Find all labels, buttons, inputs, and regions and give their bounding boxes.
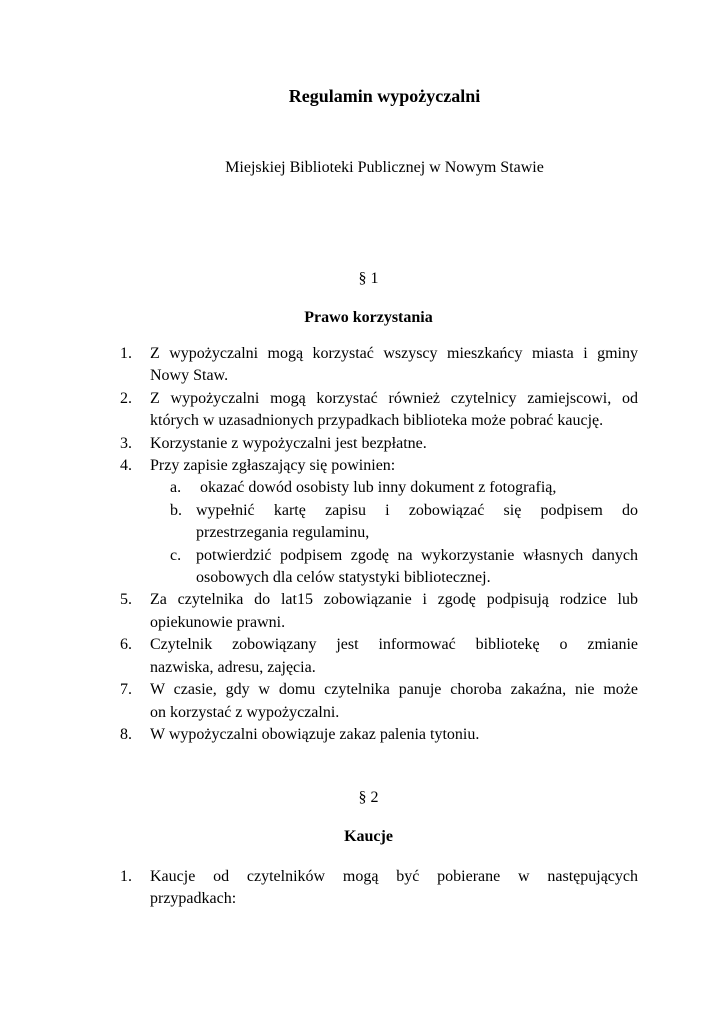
list-item-line: Z wypożyczalni mogą korzystać również czytelnicy zamiejscowi, od <box>150 389 638 407</box>
sub-list-item-letter: a. <box>170 479 182 497</box>
list-item-number: 3. <box>120 434 132 452</box>
list-item-line: Nowy Staw. <box>150 367 229 385</box>
list-item-line: których w uzasadnionych przypadkach biblioteka może pobrać kaucję. <box>150 412 604 430</box>
document-title: Regulamin wypożyczalni <box>288 86 481 106</box>
section-1-title: Prawo korzystania <box>304 309 433 326</box>
list-item <box>120 866 638 911</box>
list-item-line: Przy zapisie zgłaszający się powinien: <box>150 457 396 475</box>
list-item-line: Za czytelnika do lat15 zobowiązanie i zgodę podpisują rodzice lub <box>150 591 638 609</box>
list-item-number: 5. <box>120 591 132 609</box>
list-item <box>120 433 638 455</box>
list-item <box>120 343 638 388</box>
list-item-line: Z wypożyczalni mogą korzystać wszyscy mieszkańcy miasta i gminy <box>150 345 638 362</box>
list-item <box>120 589 638 634</box>
list-item-number: 6. <box>120 636 132 654</box>
list-item-number: 7. <box>120 681 132 699</box>
list-item-line: W czasie, gdy w domu czytelnika panuje choroba zakaźna, nie może <box>150 681 638 699</box>
list-item-line: Korzystanie z wypożyczalni jest bezpłatne. <box>150 434 427 452</box>
sub-list-item <box>150 500 638 545</box>
sub-list-item-line: potwierdzić podpisem zgodę na wykorzystanie własnych danych <box>196 546 638 564</box>
sub-list-item-line: wypełnić kartę zapisu i zobowiązać się podpisem do <box>196 501 638 519</box>
list-item <box>120 455 638 589</box>
list-item-line: przypadkach: <box>150 890 237 908</box>
list-item-line: opiekunowie prawni. <box>150 613 286 631</box>
list-item-number: 2. <box>120 389 132 407</box>
document-subtitle: Miejskiej Biblioteki Publicznej w Nowym Stawie <box>225 159 544 176</box>
sub-list <box>150 477 638 589</box>
sub-list-item-line: okazać dowód osobisty lub inny dokument z fotografią, <box>196 479 557 497</box>
list-item-number: 1. <box>120 345 132 362</box>
list-item-number: 4. <box>120 457 132 475</box>
section-2-title: Kaucje <box>344 828 393 845</box>
sub-list-item-line: osobowych dla celów statystyki bibliotecznej. <box>196 569 491 587</box>
list-item-line: Kaucje od czytelników mogą być pobierane w następujących <box>150 868 638 885</box>
list-item-line: W wypożyczalni obowiązuje zakaz palenia tytoniu. <box>150 725 480 743</box>
list-item-line: Czytelnik zobowiązany jest informować bibliotekę o zmianie <box>150 636 638 654</box>
list-item-number: 1. <box>120 868 132 885</box>
list-item <box>120 679 638 724</box>
sub-list-item-letter: c. <box>170 546 182 564</box>
list-item-line: on korzystać z wypożyczalni. <box>150 703 340 721</box>
list-item <box>120 388 638 433</box>
section-1-sign: § 1 <box>358 270 379 287</box>
list-item-line: nazwiska, adresu, zajęcia. <box>150 658 316 676</box>
sub-list-item-letter: b. <box>170 501 182 519</box>
sub-list-item-line: przestrzegania regulaminu, <box>196 524 370 542</box>
list-item <box>120 634 638 679</box>
list-item <box>120 724 638 746</box>
section-1-list <box>120 343 638 746</box>
section-2-list <box>120 866 638 911</box>
sub-list-item <box>150 477 638 499</box>
sub-list-item <box>150 545 638 590</box>
list-item-number: 8. <box>120 725 132 743</box>
section-2-sign: § 2 <box>358 789 379 806</box>
